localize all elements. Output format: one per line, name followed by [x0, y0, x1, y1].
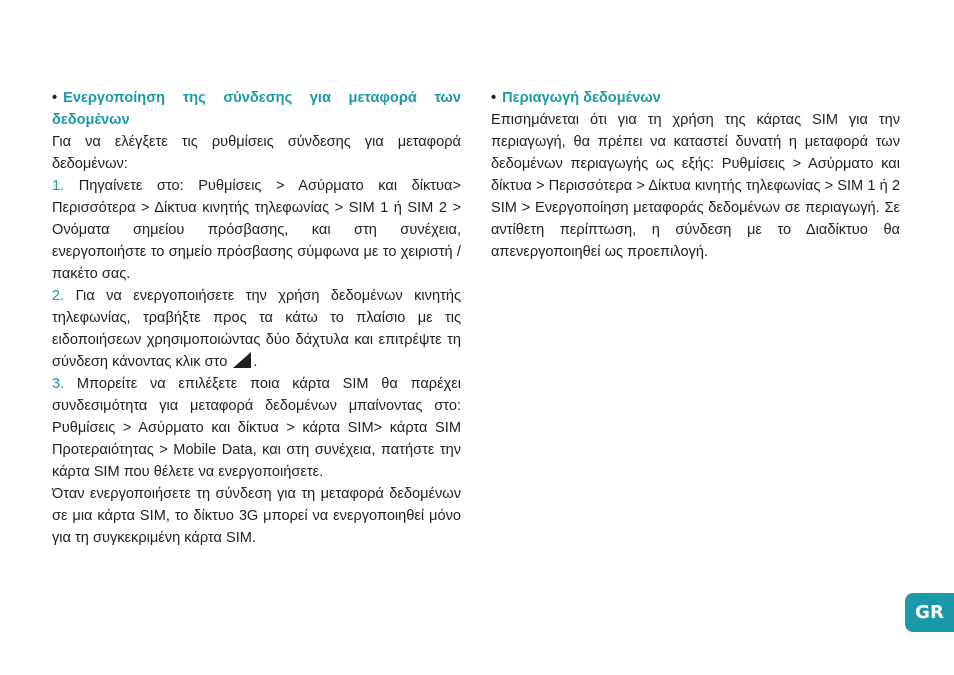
right-column: [491, 87, 900, 263]
step-number: 2.: [52, 288, 65, 304]
note-text: Όταν ενεργοποιήσετε τη σύνδεση για τη μεταφορά δεδομένων σε μια κάρτα SIM, το δίκτυο 3G μπορεί να ενεργοποιηθεί μόνο για τη συγκεκριμένη κάρτα SIM.: [52, 486, 461, 546]
bullet: •: [491, 90, 497, 106]
section-heading-data-connection: • Ενεργοποίηση της σύνδεσης για μεταφορά των δεδομένων: [52, 90, 461, 128]
step-number: 3.: [52, 376, 65, 392]
language-badge: GR: [905, 593, 954, 632]
step-2: [52, 285, 461, 373]
step-text: Μπορείτε να επιλέξετε ποια κάρτα SIM θα παρέχει συνδεσιμότητα για μεταφορά δεδομένων μπαίνοντας στο: Ρυθμίσεις > Ασύρματο και δίκτυα > κάρτα SIM> κάρτα SIM Προτεραιότητας > Mobile Data, και στη συνέχεια, πατήστε την κάρτα SIM που θέλετε να ενεργοποιήσετε.: [52, 376, 461, 480]
intro-text: Για να ελέγξετε τις ρυθμίσεις σύνδεσης για μεταφορά δεδομένων:: [52, 134, 461, 172]
bullet: •: [52, 90, 58, 106]
step-end: .: [253, 354, 258, 370]
step-3: [52, 373, 461, 483]
step-number: 1.: [52, 178, 65, 194]
left-column: [52, 87, 461, 549]
signal-icon: [233, 352, 251, 368]
section-heading-data-roaming: • Περιαγωγή δεδομένων: [491, 90, 661, 106]
roaming-body-text: Επισημάνεται ότι για τη χρήση της κάρτας SIM για την περιαγωγή, θα πρέπει να καταστεί δυνατή η μεταφορά των δεδομένων περιαγωγής ως εξής: Ρυθμίσεις > Ασύρματο και δίκτυα > Περισσότερα > Δίκτυα κινητής τηλεφωνίας > SIM 1 ή 2 SIM > Ενεργοποίηση μεταφοράς δεδομένων σε περιαγωγή. Σε αντίθετη περίπτωση, η σύνδεση με το Διαδίκτυο θα απενεργοποιηθεί ως προεπιλογή.: [491, 112, 900, 260]
step-text: Πηγαίνετε στο: Ρυθμίσεις > Ασύρματο και δίκτυα> Περισσότερα > Δίκτυα κινητής τηλεφωνίας > SIM 1 ή SIM 2 > Ονόματα σημείου πρόσβασης, και στη συνέχεια, ενεργοποιήστε το σημείο πρόσβασης σύμφωνα με το χειριστή / πακέτο σας.: [52, 178, 461, 282]
step-1: [52, 175, 461, 285]
step-text: Για να ενεργοποιήσετε την χρήση δεδομένων κινητής τηλεφωνίας, τραβήξτε προς τα κάτω το πλαίσιο με τις ειδοποιήσεων χρησιμοποιώντας δύο δάχτυλα και επιτρέψτε τη σύνδεση κάνοντας κλικ στο: [52, 288, 461, 370]
